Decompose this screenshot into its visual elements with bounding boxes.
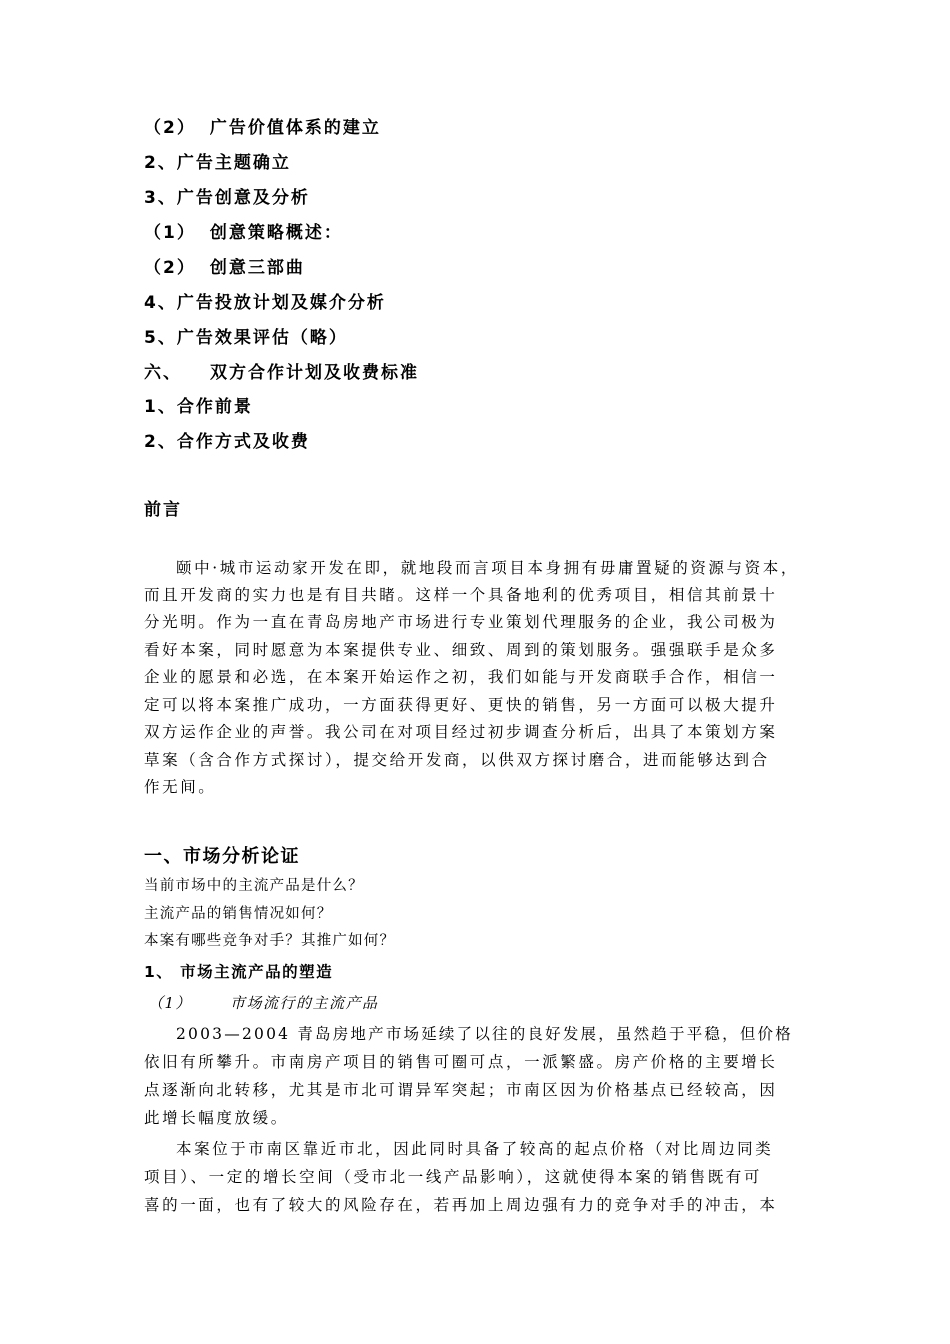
- body-line: 2003—2004 青岛房地产市场延续了以往的良好发展，虽然趋于平稳，但价格: [176, 1025, 793, 1043]
- preface-line: 作无间。: [144, 778, 217, 796]
- question-line: 本案有哪些竞争对手？其推广如何？: [144, 933, 396, 949]
- body-line: 此增长幅度放缓。: [144, 1109, 289, 1127]
- toc-item: [144, 292, 386, 314]
- subsubsection-number: （1）: [148, 994, 193, 1012]
- toc-item-text: 广告投放计划及媒介分析: [176, 293, 386, 313]
- toc-item-number: （1）: [144, 223, 196, 243]
- preface-line: 双方运作企业的声誉。我公司在对项目经过初步调查分析后，出具了本策划方案: [144, 723, 778, 741]
- toc-item-text: 合作方式及收费: [176, 432, 310, 452]
- toc-item-text: 广告主题确立: [176, 153, 291, 173]
- toc-item-text: 合作前景: [176, 397, 253, 417]
- subsubsection-text: 市场流行的主流产品: [230, 994, 379, 1012]
- toc-item: [144, 327, 348, 349]
- body-line: 本案位于市南区靠近市北，因此同时具备了较高的起点价格（对比周边同类: [176, 1140, 774, 1158]
- body-line: 点逐渐向北转移，尤其是市北可谓异军突起；市南区因为价格基点已经较高，因: [144, 1081, 778, 1099]
- toc-item-number: 1、: [144, 397, 177, 417]
- preface-line: 分光明。作为一直在青岛房地产市场进行专业策划代理服务的企业，我公司极为: [144, 613, 778, 631]
- toc-item: [144, 152, 291, 174]
- toc-item-number: 5、: [144, 328, 177, 348]
- question-line: 当前市场中的主流产品是什么？: [144, 878, 364, 894]
- preface-line: 草案（含合作方式探讨），提交给开发商，以供双方探讨磨合，进而能够达到合: [144, 751, 770, 769]
- body-line: 喜的一面，也有了较大的风险存在，若再加上周边强有力的竞争对手的冲击，本: [144, 1196, 778, 1214]
- preface-title: 前言: [144, 500, 182, 520]
- toc-item-text: 双方合作计划及收费标准: [210, 363, 419, 383]
- toc-item-text: 广告创意及分析: [176, 188, 310, 208]
- toc-item-number: 2、: [144, 153, 177, 173]
- section-title: 一、市场分析论证: [144, 846, 300, 867]
- body-line: 项目）、一定的增长空间（受市北一线产品影响），这就使得本案的销售既有可: [144, 1168, 763, 1186]
- preface-line: 颐中·城市运动家开发在即，就地段而言项目本身拥有毋庸置疑的资源与资本，: [176, 559, 799, 577]
- toc-item-number: （2）: [144, 258, 196, 278]
- toc-item-number: 4、: [144, 293, 177, 313]
- toc-item: [144, 222, 343, 244]
- toc-item-text: 广告效果评估（略）: [176, 328, 348, 348]
- toc-item: [144, 396, 253, 418]
- toc-item-number: 2、: [144, 432, 177, 452]
- toc-item-text: 创意策略概述：: [209, 223, 343, 243]
- preface-line: 看好本案，同时愿意为本案提供专业、细致、周到的策划服务。强强联手是众多: [144, 641, 778, 659]
- toc-item: [144, 362, 419, 384]
- toc-item-text: 广告价值体系的建立: [209, 118, 381, 138]
- body-line: 依旧有所攀升。市南房产项目的销售可圈可点，一派繁盛。房产价格的主要增长: [144, 1053, 778, 1071]
- toc-item: [144, 187, 310, 209]
- question-line: 主流产品的销售情况如何？: [144, 906, 333, 922]
- toc-item: [144, 431, 310, 453]
- subsubsection-title: [148, 992, 379, 1013]
- toc-item-text: 创意三部曲: [209, 258, 305, 278]
- toc-item-number: 六、: [144, 363, 182, 383]
- toc-item-number: 3、: [144, 188, 177, 208]
- preface-line: 而且开发商的实力也是有目共睹。这样一个具备地利的优秀项目，相信其前景十: [144, 586, 778, 604]
- toc-item: [144, 257, 305, 279]
- toc-item-number: （2）: [144, 118, 196, 138]
- preface-line: 企业的愿景和必选，在本案开始运作之初，我们如能与开发商联手合作，相信一: [144, 668, 778, 686]
- subsection-title: 1、 市场主流产品的塑造: [144, 963, 334, 981]
- preface-line: 定可以将本案推广成功，一方面获得更好、更快的销售，另一方面可以极大提升: [144, 696, 778, 714]
- toc-item: [144, 117, 381, 139]
